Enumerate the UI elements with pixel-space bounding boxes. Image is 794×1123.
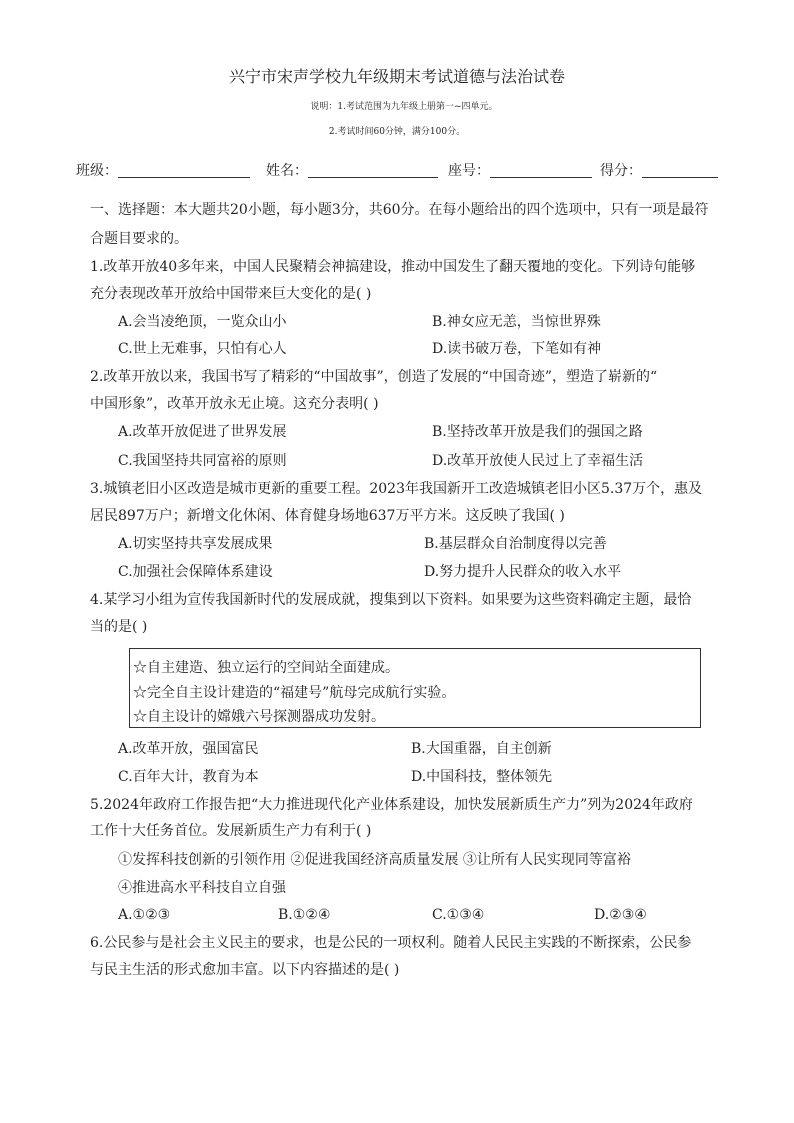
question-3-stem: 3.城镇老旧小区改造是城市更新的重要工程。2023年我国新开工改造城镇老旧小区5.37万个，惠及 [90, 481, 703, 497]
name-field[interactable] [308, 177, 438, 178]
question-5-stem: 5.2024年政府工作报告把“大力推进现代化产业体系建设，加快发展新质生产力”列为2024年政府 [90, 797, 693, 813]
section-heading: 一、选择题：本大题共20小题，每小题3分，共60分。在每小题给出的四个选项中，只有一项是最符 [90, 202, 709, 218]
question-1-option-a[interactable]: A.会当凌绝顶，一览众山小 [118, 314, 287, 330]
question-5-option-c[interactable]: C.①③④ [432, 907, 485, 923]
question-2-option-b[interactable]: B.坚持改革开放是我们的强国之路 [432, 424, 643, 440]
question-2-option-d[interactable]: D.改革开放使人民过上了幸福生活 [432, 453, 644, 469]
question-3-option-c[interactable]: C.加强社会保障体系建设 [118, 564, 273, 580]
question-6-stem-cont: 与民主生活的形式愈加丰富。以下内容描述的是( ) [90, 962, 400, 978]
question-1-option-c[interactable]: C.世上无难事，只怕有心人 [118, 341, 287, 357]
question-4-material-box [129, 648, 701, 728]
question-3-option-a[interactable]: A.切实坚持共享发展成果 [118, 536, 273, 552]
seat-field[interactable] [490, 177, 592, 178]
question-5-statements: ①发挥科技创新的引领作用 ②促进我国经济高质量发展 ③让所有人民实现同等富裕 [118, 852, 631, 868]
seat-label: 座号： [448, 163, 490, 179]
question-4-stem: 4.某学习小组为宣传我国新时代的发展成就，搜集到以下资料。如果要为这些资料确定主题，最恰 [90, 592, 692, 608]
exam-note-time: 2.考试时间60分钟，满分100分。 [328, 127, 466, 137]
score-field[interactable] [642, 177, 718, 178]
section-heading-cont: 合题目要求的。 [90, 231, 188, 247]
question-1-option-b[interactable]: B.神女应无恙，当惊世界殊 [432, 314, 601, 330]
page-title: 兴宁市宋声学校九年级期末考试道德与法治试卷 [228, 67, 565, 86]
material-item: ☆完全自主设计建造的“福建号”航母完成航行实验。 [133, 685, 456, 701]
question-4-option-a[interactable]: A.改革开放，强国富民 [118, 741, 259, 757]
question-1-stem-cont: 充分表现改革开放给中国带来巨大变化的是( ) [90, 286, 372, 302]
exam-note-scope: 说明：1.考试范围为九年级上册第一~四单元。 [310, 102, 498, 112]
name-label: 姓名： [266, 163, 308, 179]
question-4-option-c[interactable]: C.百年大计，教育为本 [118, 769, 259, 785]
question-5-option-a[interactable]: A.①②③ [118, 907, 171, 923]
class-field[interactable] [118, 177, 250, 178]
question-6-stem: 6.公民参与是社会主义民主的要求，也是公民的一项权利。随着人民民主实践的不断探索，公民参 [90, 935, 692, 951]
question-5-option-b[interactable]: B.①②④ [278, 907, 331, 923]
question-3-option-d[interactable]: D.努力提升人民群众的收入水平 [424, 564, 622, 580]
question-3-stem-cont: 居民897万户；新增文化休闲、体育健身场地637万平方米。这反映了我国( ) [90, 508, 565, 524]
question-2-option-a[interactable]: A.改革开放促进了世界发展 [118, 424, 287, 440]
question-2-option-c[interactable]: C.我国坚持共同富裕的原则 [118, 453, 287, 469]
question-2-stem-cont: 中国形象”，改革开放永无止境。这充分表明( ) [90, 396, 379, 412]
question-4-option-d[interactable]: D.中国科技，整体领先 [411, 769, 553, 785]
question-2-stem: 2.改革开放以来，我国书写了精彩的“中国故事”，创造了发展的“中国奇迹”，塑造了崭新的“ [90, 369, 658, 385]
question-5-stem-cont: 工作十大任务首位。发展新质生产力有利于( ) [90, 823, 372, 839]
question-4-stem-cont: 当的是( ) [90, 619, 148, 635]
question-1-option-d[interactable]: D.读书破万卷，下笔如有神 [432, 341, 602, 357]
material-item: ☆自主设计的嫦娥六号探测器成功发射。 [133, 709, 385, 725]
question-3-option-b[interactable]: B.基层群众自治制度得以完善 [424, 536, 607, 552]
question-5-option-d[interactable]: D.②③④ [594, 907, 647, 923]
material-item: ☆自主建造、独立运行的空间站全面建成。 [133, 660, 399, 676]
score-label: 得分： [600, 163, 642, 179]
question-5-statements-cont: ④推进高水平科技自立自强 [118, 880, 286, 896]
student-info-row [76, 160, 720, 180]
question-4-option-b[interactable]: B.大国重器，自主创新 [411, 741, 552, 757]
class-label: 班级： [76, 163, 118, 179]
question-1-stem: 1.改革开放40多年来，中国人民聚精会神搞建设，推动中国发生了翻天覆地的变化。下列诗句能够 [90, 259, 696, 275]
